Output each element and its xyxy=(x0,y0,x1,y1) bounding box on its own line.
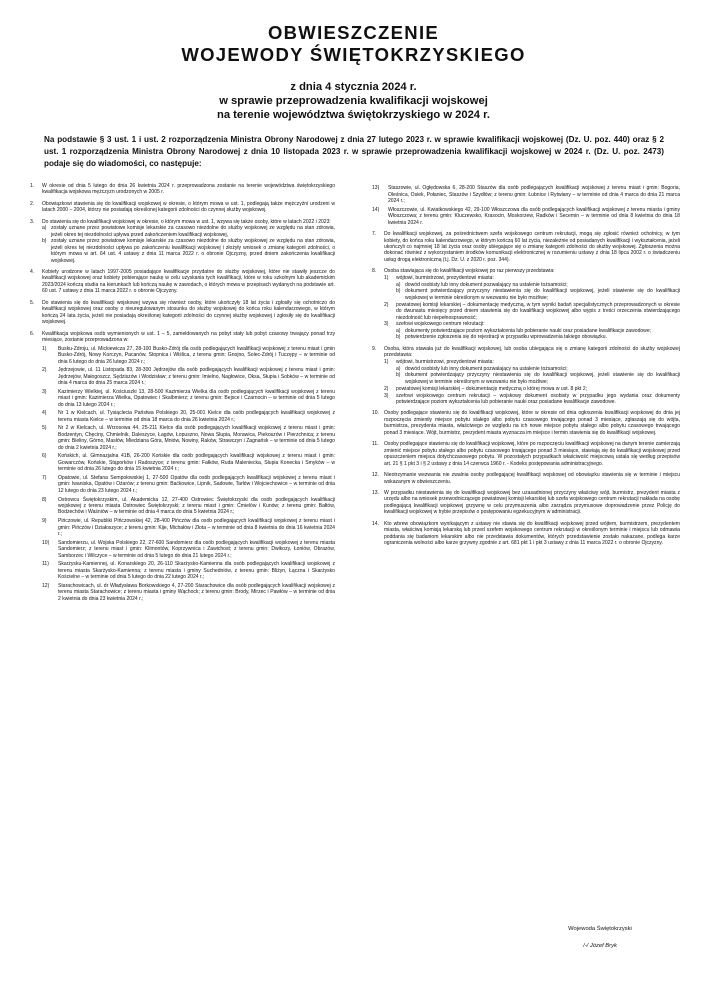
paragraph-3 xyxy=(30,219,335,264)
location-item xyxy=(42,561,335,580)
paragraph-number: 11. xyxy=(372,441,379,448)
sub-point xyxy=(42,238,335,264)
location-item xyxy=(42,389,335,408)
title-line-2: WOJEWODY ŚWIĘTOKRZYSKIEGO xyxy=(181,44,526,65)
location-item xyxy=(42,497,335,516)
location-item xyxy=(42,475,335,494)
paragraph-14 xyxy=(372,521,680,547)
location-text: Kazimierzy Wielkiej, ul. Kościuszki 13, 28-500 Kazimierza Wielka dla osób podlegających kwalifikacji wojskowej z terenu miast i gmin: Kazimierza Wielka, Opatowiec i Skalbmierz; z terenu gmin: Bejsce i Czarnocin – w terminie od dnia 5 lutego do dnia 13 lutego 2024 r.; xyxy=(58,388,335,408)
paragraph-6 xyxy=(30,331,335,602)
paragraph-number: 2. xyxy=(30,200,35,207)
sub-point xyxy=(396,334,680,340)
sub-point xyxy=(42,225,335,238)
location-text: Opatowie, ul. Stefana Sempołowskiej 1, 27-500 Opatów dla osób podlegających kwalifikacji wojskowej z terenu miast i gmin: Iwaniska, Opatów i Ożarów; z terenu gmin: Baćkowice, Lipnik, Sadowie, Tarłów i Wojciechowice – w terminie od dnia 12 lutego do dnia 23 lutego 2024 r.; xyxy=(58,474,335,494)
location-number: 9) xyxy=(42,518,47,525)
location-text: Staszowie, ul. Ogłędowska 6, 28-200 Staszów dla osób podlegających kwalifikacji wojskowej z terenu miast i gmin: Bogoria, Oleśnica, Osiek, Połaniec, Staszów i Szydłów; z terenu gmin: Łubnice i Rytwiany – w terminie od dnia 4 marca do dnia 21 marca 2024 r.; xyxy=(388,185,680,205)
paragraph-number: 14. xyxy=(372,520,380,527)
sub-item-text: szefowi wojskowego centrum rekrutacji – wojskowy dokument osobisty w przypadku jego wydania oraz dokumenty potwierdzające poziom wykształcenia lub pobieranie nauki oraz posiadane kwalifikacje zawodowe. xyxy=(396,392,680,405)
sub-item-text: szefowi wojskowego centrum rekrutacji: xyxy=(396,321,485,328)
right-column xyxy=(372,183,680,552)
location-item xyxy=(42,583,335,602)
paragraph-number: 6. xyxy=(30,330,35,337)
sub-item-number: 2) xyxy=(384,385,389,392)
location-item xyxy=(372,207,680,226)
location-text: Końskich, ul. Gimnazjalna 41B, 26-200 Końskie dla osób podlegających kwalifikacji wojskowej z terenu miast i gmin: Gowarczów, Końskie, Stąporków i Radoszyce; z terenu gmin: Fałków, Ruda Maleniecka, Słupia Konecka i Smyków – w terminie od dnia 26 lutego do dnia 15 kwietnia 2024 r.; xyxy=(58,453,335,473)
subject-line-1: w sprawie przeprowadzenia kwalifikacji wojskowej xyxy=(219,95,488,107)
location-number: 10) xyxy=(42,539,50,546)
location-number: 14) xyxy=(372,206,380,213)
sub-point-text: dokumenty potwierdzające poziom wykształcenia lub pobieranie nauki oraz posiadane kwalifikacje zawodowe; xyxy=(405,327,652,334)
location-item xyxy=(372,185,680,204)
location-item xyxy=(42,453,335,472)
paragraph-text: Do stawienia się do kwalifikacji wojskowej wzywa się również osoby, które ukończyły 18 lat życia i zgłosiły się ochotniczo do kwalifikacji wojskowej oraz osoby o nieuregulowanym stosunku do służby wojskowej do końca roku kalendarzowego, w którym kończą 24 lata życia, jeżeli nie posiadają określonej kategorii zdolności do czynnej służby wojskowej i zgłosiły się do kwalifikacji wojskowej. xyxy=(42,299,335,326)
left-column xyxy=(30,183,335,607)
sub-point xyxy=(396,372,680,385)
location-number: 8) xyxy=(42,496,47,503)
location-number: 3) xyxy=(42,388,47,395)
location-text: Jędrzejowie, ul. 11 Listopada 83, 28-300 Jędrzejów dla osób podlegających kwalifikacji wojskowej z terenu miast i gmin: Jędrzejów, Małogoszcz, Sędziszów i Wodzisław; z terenu gmin: Imielno, Nagłowice, Oksa, Słupia i Sobków – w terminie od dnia 4 marca do dnia 25 marca 2024 r.; xyxy=(58,367,335,387)
paragraph-text: Kwalifikacja wojskowa osób wymienionych w ust. 1 – 5, zameldowanych na pobyt stały lub pobyt czasowy trwający ponad trzy miesiące, zostanie przeprowadzona w: xyxy=(42,330,335,344)
location-number: 2) xyxy=(42,367,47,374)
location-text: Skarżysku-Kamiennej, ul. Konarskiego 20, 26-110 Skarżysko-Kamienna dla osób podlegających kwalifikacji wojskowej z terenu miasta Skarżysko-Kamienna; z terenu miasta i gminy Suchedniów, z terenu gmin: Bliżyn, Łączna i Skarżysko Kościelne – w terminie od dnia 5 lutego do dnia 22 lutego 2024 r.; xyxy=(58,561,335,581)
location-item xyxy=(42,346,335,365)
paragraph-8 xyxy=(372,268,680,340)
paragraph-13 xyxy=(372,490,680,516)
sub-point-text: zostały uznane przez powiatowe komisje lekarskie za czasowo niezdolne do służby wojskowej ze względu na stan zdrowia, jeżeli okres tej niezdolności upływa przed zakończeniem kwalifikacji wojskowej, xyxy=(51,225,335,238)
sub-item-text: powiatowej komisji lekarskiej – dokumentację medyczną, w tym wyniki badań specjalistycznych przeprowadzonych w okresie do dwunastu miesięcy przed dniem stawienia się do kwalifikacji wojskowej albo wypis z treści orzeczenia stwierdzającego niezdolność lub niepełnosprawność; xyxy=(396,301,680,321)
paragraph-number: 12. xyxy=(372,472,380,479)
sub-item-number: 1) xyxy=(384,275,389,282)
paragraph-text: Osoby podlegające stawieniu się do kwalifikacji wojskowej, które w okresie od dnia ogłoszenia kwalifikacji wojskowej do dnia jej rozpoczęcia zmieniły miejsce pobytu stałego albo pobytu czasowego trwającego ponad 3 miesiące, zgłaszają się do wójta, burmistrza, prezydenta miasta, właściwego ze względu na ich nowe miejsce pobytu stałego albo pobytu czasowego trwającego ponad 3 miesiące. Wójt, burmistrz, prezydent miasta wyznacza im miejsce i termin stawienia się do kwalifikacji wojskowej. xyxy=(384,410,680,436)
location-text: Busku-Zdroju, ul. Mickiewicza 27, 28-100 Busko-Zdrój dla osób podlegających kwalifikacji wojskowej z terenu miast i gmin Busko-Zdrój, Nowy Korczyn, Pacanów, Stopnica i Wiślica, z terenu gmin: Gnojno, Solec-Zdrój i Tuczępy – w terminie od dnia 6 lutego do dnia 26 lutego 2024 r.; xyxy=(58,345,335,365)
location-number: 6) xyxy=(42,453,47,460)
paragraph-12 xyxy=(372,472,680,485)
sub-item-text: wójtowi, burmistrzowi, prezydentowi miasta: xyxy=(396,275,494,282)
notice-date: z dnia 4 stycznia 2024 r. xyxy=(290,81,417,93)
paragraph-number: 10. xyxy=(372,410,380,417)
paragraph-number: 3. xyxy=(30,218,35,225)
paragraph-7 xyxy=(372,231,680,263)
paragraph-text: Kto wbrew obowiązkom wynikającym z ustawy nie stawia się do kwalifikacji wojskowej przed wójtem, burmistrzem, prezydentem miasta, właściwą komisją lekarską lub przed szefem wojskowego centrum rekrutacji w określonym terminie i miejscu lub odmawia poddania się badaniom lekarskim albo nie przedstawia dokumentów, których przedstawienie zostało nakazane, podlega karze ograniczenia wolności albo karze grzywny zgodnie z art. 681 pkt 1 i pkt 3 ustawy z dnia 11 marca 2022 r. o obronie Ojczyzny. xyxy=(384,520,680,547)
location-number: 4) xyxy=(42,410,47,417)
signature-block xyxy=(540,925,660,950)
title-line-1: OBWIESZCZENIE xyxy=(267,22,440,43)
paragraph-number: 5. xyxy=(30,299,35,306)
paragraph-number: 7. xyxy=(372,231,377,238)
paragraph-11 xyxy=(372,441,680,467)
sub-item xyxy=(384,321,680,340)
paragraph-text: Osoba stawiająca się do kwalifikacji wojskowej po raz pierwszy przedstawia: xyxy=(384,268,555,275)
paragraph-5 xyxy=(30,300,335,326)
paragraph-text: Nieotrzymanie wezwania nie zwalnia osoby podlegającej kwalifikacji wojskowej od obowiązku stawienia się w terminie i miejscu wskazanym w obwieszczeniu. xyxy=(384,472,680,485)
paragraph-number: 13. xyxy=(372,489,380,496)
sub-point-letter: a) xyxy=(396,327,401,334)
sub-point-text: dokument potwierdzający przyczyny niestawienia się do kwalifikacji wojskowej, jeżeli stawienie się do kwalifikacji wojskowej w terminie określonym w wezwaniu nie było możliwe; xyxy=(405,372,680,385)
sub-point-text: zostały uznane przez powiatowe komisje lekarskie za czasowo niezdolne do służby wojskowej ze względu na stan zdrowia, jeżeli okres tej niezdolności upływa po zakończeniu kwalifikacji wojskowej i złożyły wniosek o zmianę kategorii zdolności, o którym mowa w art. 64 ust. 4 ustawy z dnia 11 marca 2022 r. o obronie Ojczyzny, przed dniem zakończenia kwalifikacji wojskowej. xyxy=(51,238,335,264)
sub-point-letter: a) xyxy=(42,225,47,232)
sub-point-text: dokument potwierdzający przyczyny niestawienia się do kwalifikacji wojskowej, jeżeli stawienie się do kwalifikacji wojskowej w terminie określonym w wezwaniu nie było możliwe; xyxy=(405,288,680,301)
paragraph-10 xyxy=(372,410,680,436)
location-text: Nr 2 w Kielcach, ul. Wrzosowa 44, 25-211 Kielce dla osób podlegających kwalifikacji wojskowej z terenu miast i gmin: Bodzentyn, Chęciny, Chmielnik, Daleszyce, Łagów, Łopuszno, Nowa Słupia, Morawica, Piekoszów i Pierzchnica; z terenu gmin: Bieliny, Górno, Masłów, Miedziana Góra, Mniów, Nowiny, Raków, Strawczyn i Zagnańsk – w terminie od dnia 5 lutego do dnia 2 kwietnia 2024 r.; xyxy=(58,425,335,451)
paragraph-text: Obowiązkowi stawienia się do kwalifikacji wojskowej w okresie, o którym mowa w ust. 1, podlegają także mężczyźni urodzeni w latach 2000 – 2004, którzy nie posiadają określonej kategorii zdolności do czynnej służby wojskowej. xyxy=(42,200,335,214)
paragraph-text: Osoba, która stawała już do kwalifikacji wojskowej, lub osoba ubiegająca się o zmianę kategorii zdolności do służby wojskowej przedstawia: xyxy=(384,345,680,359)
location-number: 12) xyxy=(42,582,50,589)
subject-line-2: na terenie województwa świętokrzyskiego w 2024 r. xyxy=(217,109,490,121)
sub-point-letter: b) xyxy=(396,334,401,341)
location-text: Sandomierzu, ul. Wojska Polskiego 22, 27-600 Sandomierz dla osób podlegających kwalifikacji wojskowej z terenu miasta Sandomierz; z terenu miast i gmin: Klimontów, Koprzywnica i Zawichost; z terenu gmin: Dwikozy, Łoniów, Obrazów, Samborzec i Wilczyce – w terminie od dnia 5 lutego do dnia 21 lutego 2024 r.; xyxy=(58,539,335,559)
paragraph-number: 9. xyxy=(372,345,377,352)
sub-point-text: dowód osobisty lub inny dokument pozwalający na ustalenie tożsamości; xyxy=(405,365,568,372)
paragraph-2 xyxy=(30,201,335,214)
paragraph-number: 4. xyxy=(30,268,35,275)
location-number: 7) xyxy=(42,474,47,481)
signatory-name: /-/ Józef Bryk xyxy=(583,943,617,949)
paragraph-text: Osoby podlegające stawieniu się do kwalifikacji wojskowej, które po rozpoczęciu kwalifikacji wojskowej na danym terenie zamierzają zmienić miejsce pobytu stałego albo pobytu czasowego trwającego ponad 3 miesiące, stawiają się do kwalifikacji wojskowej przed opuszczeniem miejsca dotychczasowego pobytu. W pozostałych przypadkach właściwość miejscową ustala się według przepisów art. 21 § 1 pkt 3 i § 2 ustawy z dnia 14 czerwca 1960 r. - Kodeks postępowania administracyjnego. xyxy=(384,441,680,467)
sub-item xyxy=(384,393,680,406)
sub-point-letter: b) xyxy=(396,372,401,379)
location-item xyxy=(42,540,335,559)
sub-item-text: wójtowi, burmistrzowi, prezydentowi miasta: xyxy=(396,359,494,366)
legal-basis-intro: Na podstawie § 3 ust. 1 i ust. 2 rozporządzenia Ministra Obrony Narodowej z dnia 27 lutego 2023 r. w sprawie kwalifikacji wojskowej (Dz. U. poz. 440) oraz § 2 ust. 1 rozporządzenia Ministra Obrony Narodowej z dnia 10 listopada 2023 r. w sprawie przeprowadzenia kwalifikacji wojskowej w 2024 r. (Dz. U. poz. 2473) podaje się do wiadomości, co następuje: xyxy=(44,135,664,168)
paragraph-number: 8. xyxy=(372,268,377,275)
paragraph-text: W przypadku niestawienia się do kwalifikacji wojskowej bez uzasadnionej przyczyny właściwy wójt, burmistrz, prezydent miasta z urzędu albo na wniosek przewodniczącego powiatowej komisji lekarskiej lub szefa wojskowego centrum rekrutacji nakłada na osobę podlegającą kwalifikacji wojskowej grzywnę w celu przymuszenia albo zarządza przymusowe doprowadzenie przez Policję do kwalifikacji wojskowej w trybie przepisów o postępowaniu egzekucyjnym w administracji. xyxy=(384,489,680,516)
sub-point xyxy=(396,288,680,301)
location-number: 5) xyxy=(42,425,47,432)
sub-item xyxy=(384,275,680,301)
location-item xyxy=(42,410,335,423)
paragraph-text: Kobiety urodzone w latach 1997-2005 posiadające kwalifikacje przydatne do służby wojskowej, które nie stawiły jeszcze do kwalifikacji wojskowej oraz kobiety pobierające naukę w celu uzyskania tych kwalifikacji, które w roku szkolnym lub akademickim 2023/2024 kończą studia na kierunkach lub kończą naukę w zawodach, o których mowa w przepisach wydanych na podstawie art. 60 ust. 7 ustawy z dnia 11 marca 2022 r. o obronie Ojczyzny. xyxy=(42,268,335,295)
paragraph-4 xyxy=(30,269,335,295)
location-item xyxy=(42,518,335,537)
location-text: Nr 1 w Kielcach, ul. Tysiąclecia Państwa Polskiego 20, 25-001 Kielce dla osób podlegających kwalifikacji wojskowej z terenu miasta Kielce – w terminie od dnia 18 marca do dnia 26 kwietnia 2024 r.; xyxy=(58,410,335,423)
sub-item-number: 2) xyxy=(384,301,389,308)
sub-item xyxy=(384,359,680,385)
location-item xyxy=(42,425,335,451)
paragraph-text: Do stawienia się do kwalifikacji wojskowej w okresie, o którym mowa w ust. 1, wzywa się także osoby, które w latach 2022 i 2023: xyxy=(42,218,331,225)
sub-point-text: dowód osobisty lub inny dokument pozwalający na ustalenie tożsamości; xyxy=(405,281,568,288)
location-text: Włoszczowie, ul. Kwiatkowskiego 42, 29-100 Włoszczowa dla osób podlegających kwalifikacji wojskowej z terenu miasta i gminy Włoszczowa; z terenu gmin: Kluczewsko, Krasocin, Moskorzew, Radków i Secemin – w terminie od dnia 8 kwietnia do dnia 18 kwietnia 2024 r. xyxy=(388,206,680,226)
location-number: 1) xyxy=(42,345,47,352)
sub-item xyxy=(384,386,680,392)
sub-item-number: 1) xyxy=(384,359,389,366)
paragraph-1 xyxy=(30,183,335,196)
location-number: 11) xyxy=(42,561,49,568)
location-text: Pińczowie, ul. Republiki Pińczowskiej 42, 28-400 Pińczów dla osób podlegających kwalifikacji wojskowej z terenu miast i gmin: Pińczów i Działoszyce; z terenu gmin: Kije, Michałów i Złota – w terminie od dnia 8 kwietnia do dnia 16 kwietnia 2024 r.; xyxy=(58,518,335,537)
location-number: 13) xyxy=(372,185,380,192)
sub-point-letter: b) xyxy=(396,288,401,295)
notice-header xyxy=(0,22,707,122)
paragraph-number: 1. xyxy=(30,183,35,189)
signatory-role: Wojewoda Świętokrzyski xyxy=(568,926,632,932)
paragraph-text: Do kwalifikacji wojskowej, za pośrednictwem szefa wojskowego centrum rekrutacji, mogą się zgłosić również ochotnicy, w tym kobiety, do końca roku kalendarzowego, w którym kończą 60 lat życia, niezależnie od posiadanych kwalifikacji i wykształcenia, jeżeli ukończyli co najmniej 18 lat życia oraz osoby ubiegające się o zmianę kategorii zdolności do służby wojskowej. Zgłoszenia można dokonać również z wykorzystaniem środków komunikacji elektronicznej w rozumieniu ustawy z dnia 18 lipca 2002 r. o świadczeniu usług drogą elektroniczną (t.j. Dz. U. z 2020 r. poz. 344). xyxy=(384,231,680,263)
location-item xyxy=(42,367,335,386)
sub-point-letter: a) xyxy=(396,365,401,372)
sub-point-text: potwierdzenie zgłoszenia się do rejestracji w przypadku wprowadzenia takiego obowiązku. xyxy=(405,334,607,341)
paragraph-text: W okresie od dnia 5 lutego do dnia 26 kwietnia 2024 r. przeprowadzona zostanie na terenie województwa świętokrzyskiego kwalifikacja wojskowa mężczyzn urodzonych w 2005 r. xyxy=(42,183,335,196)
sub-item xyxy=(384,302,680,321)
location-text: Ostrowcu Świętokrzyskim, ul. Akademicka 12, 27-400 Ostrowiec Świętokrzyski dla osób podlegających kwalifikacji wojskowej z terenu miasta Ostrowiec Świętokrzyski; z terenu miast i gmin: Ćmielów i Kunów; z terenu gmin: Bałtów, Bodzechów i Waśniów – w terminie od dnia 4 marca do dnia 5 kwietnia 2024 r.; xyxy=(58,496,335,516)
sub-point-letter: a) xyxy=(396,281,401,288)
location-text: Starachowicach, ul. dr Władysława Borkowskiego 4, 27-200 Starachowice dla osób podlegających kwalifikacji wojskowej z terenu miasta Starachowice; z terenu miasta i gminy Wąchock; z terenu gmin: Brody, Mirzec i Pawłów – w terminie od dnia 2 kwietnia do dnia 23 kwietnia 2024 r.; xyxy=(58,582,335,602)
sub-item-number: 3) xyxy=(384,392,389,399)
sub-item-text: powiatowej komisji lekarskiej – dokumentację medyczną o której mowa w ust. 8 pkt 2; xyxy=(396,385,588,392)
sub-point-letter: b) xyxy=(42,238,47,245)
paragraph-9 xyxy=(372,346,680,406)
sub-item-number: 3) xyxy=(384,321,389,328)
